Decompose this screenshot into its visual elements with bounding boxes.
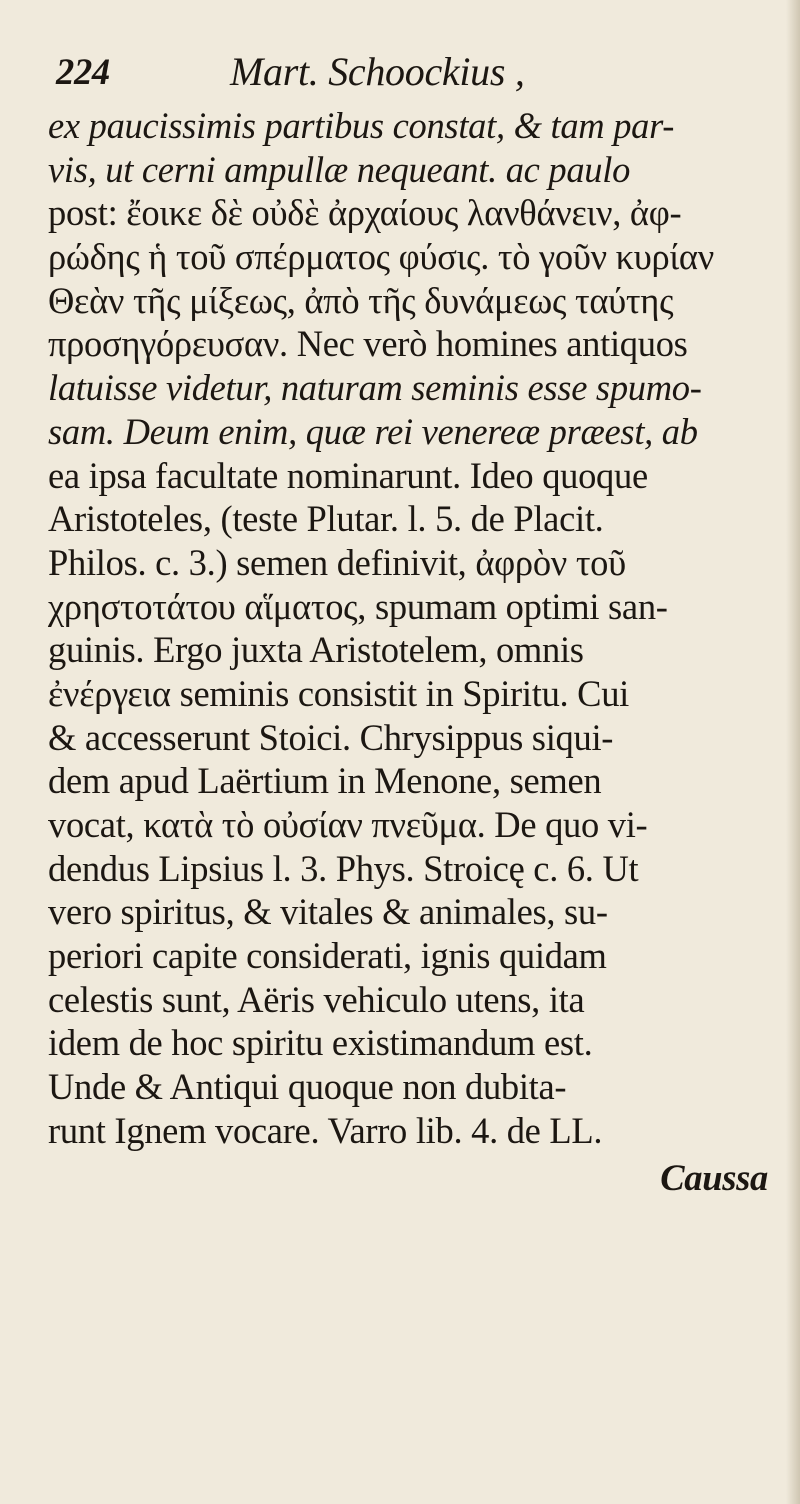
body-line: runt Ignem vocare. Varro lib. 4. de LL. (48, 1109, 603, 1151)
page-text-block (48, 40, 786, 1203)
body-line: periori capite considerati, ignis quidam (48, 935, 607, 977)
running-title: Mart. Schoockius , (230, 49, 525, 94)
body-line: ea ipsa facultate nominarunt. Ideo quoque (48, 454, 648, 496)
body-line: guinis. Ergo juxta Aristotelem, omnis (48, 629, 584, 671)
body-line: latuisse videtur, naturam seminis esse spumo- (48, 367, 702, 409)
page-number: 224 (56, 51, 110, 92)
body-line: Aristoteles, (teste Plutar. l. 5. de Placit. (48, 498, 604, 540)
body-line: dendus Lipsius l. 3. Phys. Stroicę c. 6. Ut (48, 847, 639, 889)
body-line: sam. Deum enim, quæ rei venereæ præest, ab (48, 410, 698, 452)
page-header (48, 40, 786, 104)
body-line: & accesserunt Stoici. Chrysippus siqui- (48, 716, 614, 758)
body-line: ex paucissimis partibus constat, & tam par- (48, 105, 675, 146)
body-line: Unde & Antiqui quoque non dubita- (48, 1066, 567, 1108)
body-line: ρώδης ἡ τοῦ σπέρματος φύσις. τὸ γοῦν κυρίαν (48, 236, 714, 278)
body-line: χρηστοτάτου αἵματος, spumam optimi san- (48, 585, 668, 627)
body-line: idem de hoc spiritu existimandum est. (48, 1022, 593, 1064)
body-line: vis, ut cerni ampullæ nequeant. ac paulo (48, 148, 631, 190)
body-line: dem apud Laërtium in Menone, semen (48, 760, 602, 802)
catchword: Caussa (660, 1156, 768, 1198)
body-line: post: ἔοικε δὲ οὐδὲ ἀρχαίους λανθάνειν, ἀφ- (48, 192, 682, 234)
body-line: Philos. c. 3.) semen definivit, ἀφρὸν τοῦ (48, 541, 626, 583)
body-line: ἐνέργεια seminis consistit in Spiritu. Cui (48, 672, 630, 714)
page-edge-shadow (786, 0, 800, 1504)
body-line: Θεὰν τῆς μίξεως, ἀπὸ τῆς δυνάμεως ταύτης (48, 279, 674, 321)
body-line: προσηγόρευσαν. Nec verò homines antiquos (48, 323, 688, 365)
body-line: celestis sunt, Aëris vehiculo utens, ita (48, 978, 585, 1020)
body-line: vero spiritus, & vitales & animales, su- (48, 891, 608, 933)
body-line: vocat, κατὰ τὸ οὐσίαν πνεῦμα. De quo vi- (48, 804, 648, 845)
